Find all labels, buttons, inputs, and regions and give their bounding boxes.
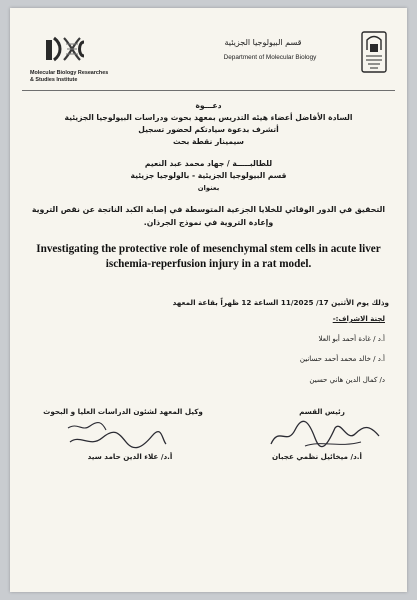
date-line: وذلك يوم الأثنين 17/ 11/2025 الساعة 12 ظهراً بقاعة المعهد bbox=[172, 298, 389, 307]
english-title: Investigating the protective role of mesenchymal stem cells in acute liver ischemia-reperfusion injury in a rat model. bbox=[36, 243, 381, 270]
arabic-title-line-1: التحقيق في الدور الوقائي للخلايا الجزعية المتوسطة في إصابة الكبد الناتجة عن نقص التروية bbox=[31, 205, 386, 214]
vice-dean-signature bbox=[60, 418, 170, 452]
dna-logo-icon bbox=[44, 34, 88, 64]
invitation-title: دعـــوة bbox=[195, 101, 222, 110]
vice-dean-name: أ.د/ علاء الدين حامد سيد bbox=[87, 452, 173, 461]
committee-heading: لجنة الاشراف:- bbox=[332, 315, 385, 323]
vice-dean-role: وكيل المعهد لشئون الدراسات العليا و البحوث bbox=[43, 407, 203, 416]
student-department: قسم البيولوجيا الجزيئية - بالولوجيا جزيئية bbox=[130, 171, 287, 180]
committee-member-2: أ.د / خالد محمد أحمد حسانين bbox=[299, 355, 385, 363]
university-emblem-icon bbox=[359, 30, 389, 74]
department-name-english: Department of Molecular Biology bbox=[223, 54, 317, 61]
head-of-department-signature bbox=[265, 416, 385, 452]
head-of-department-name: أ.د/ ميخائيل نظمي عجبان bbox=[272, 452, 362, 461]
student-name: للطالبـــــة / جهاد محمد عبد النعيم bbox=[144, 159, 273, 168]
institute-logo bbox=[30, 34, 110, 84]
invitation-document bbox=[10, 8, 407, 592]
titled-label: بعنوان bbox=[197, 184, 220, 192]
arabic-title-line-2: وإعادة التروية في نموذج الجرذان. bbox=[143, 218, 274, 227]
department-name-arabic: قسم البيولوجيا الجزيئية bbox=[224, 38, 302, 47]
invitation-line-3: سيمينار نقطة بحث bbox=[172, 137, 245, 146]
header-divider bbox=[22, 90, 395, 91]
institute-caption-line1: Molecular Biology Researches bbox=[30, 70, 109, 76]
institute-caption-line2: & Studies Institute bbox=[30, 77, 78, 83]
committee-member-3: د/ كمال الدين هاني حسين bbox=[309, 376, 385, 384]
head-of-department-role: رئيس القسم bbox=[299, 407, 345, 416]
committee-member-1: أ.د / غادة أحمد أبو العلا bbox=[318, 335, 385, 343]
invitation-line-1: السادة الأفاضل أعضاء هيئه التدريس بمعهد بحوث ودراسات البيولوجيا الجزيئية bbox=[64, 113, 353, 122]
invitation-line-2: أتشرف بدعوة سيادتكم لحضور تسجيل bbox=[138, 125, 279, 134]
